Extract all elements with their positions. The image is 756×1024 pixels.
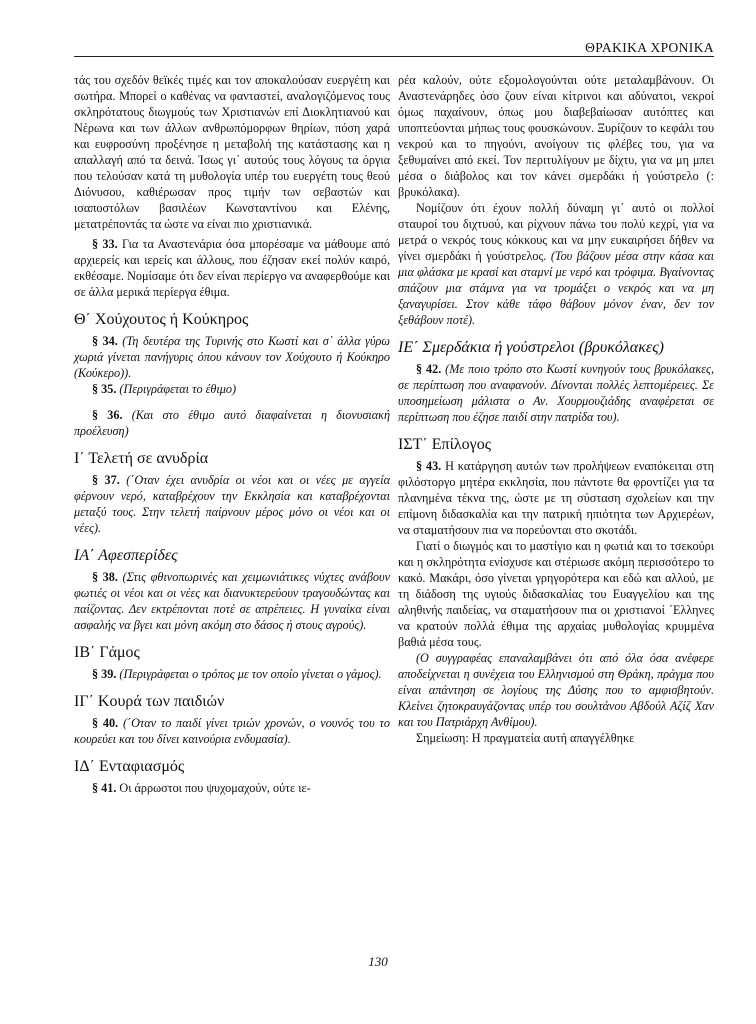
paragraph-note: Σημείωση: Η πραγματεία αυτή απαγγέλθηκε (416, 731, 635, 745)
section-number: § 35. (92, 382, 117, 396)
paragraph-italic-text: (Του βάζουν μέσα στην κάσα και μια φλάσκα με κρασί και σταμνί με νερό και τρόφιμα. Βγαίνοντας σπάζουν μια στάμνα για να τρομάξει ο νεκρός και να μη ξαναγυρίσει. Στον κάθε τάφο θάβουν μόνον έναν, δεν τον ξεθάβουν ποτέ). (398, 249, 714, 327)
paragraph-giati: Γιατί ο διωγμός και το μαστίγιο και η φωτιά και το τσεκούρι και η σκληρότητα ενίσχυσε και στέριωσε ακόμη περισσότερο το κακό. Μακάρι, όσο γίνεται γρηγορότερα και εδώ και αλλού, με τη διάδοση της υγιούς διδασκαλίας του Ευαγγελίου και της αληθινής παιδείας, να σταματήσουν πια οι χριστιανοί ΄Ελληνες να κρατούν πολλά έθιμα της αρχαίας μυθολογίας κρυμμένα βαθιά μέσα τους. (398, 539, 714, 649)
heading-ist: ΙΣΤ΄ Επίλογος (398, 436, 492, 453)
paragraph-35 (74, 381, 390, 397)
heading-ia: ΙΑ΄ Αφεσπερίδες (74, 547, 178, 564)
paragraph-text: Η κατάργηση αυτών των προλήψεων εναπόκειται στη φιλόστοργο μητέρα εκκλησία, που πάντοτε θα φροντίζει για τα πλανημένα τέκνα της, ώστε με τη σύσταση σχολείων και την επίμονη διδασκαλία και την πατρική ηπιότητα των Αρχιερέων, να σταματήσουν πια να πορεύονται στο σκοτάδι. (398, 459, 714, 537)
paragraph-nomizoun (398, 200, 714, 328)
heading-ig: ΙΓ΄ Κουρά των παιδιών (74, 693, 225, 710)
paragraph-43 (398, 458, 714, 538)
paragraph-text: Για τα Αναστενάρια όσα μπορέσαμε να μάθουμε από αρχιερείς και ιερείς και άλλους, που έζησαν εκεί πολύν καιρό, εκθέσαμε. Νομίσαμε ότι δεν είναι περίεργο να αναφερθούμε και σε άλλα μερικά περίεργα έθιμα. (74, 237, 390, 299)
paragraph-42 (398, 361, 714, 425)
right-column (398, 72, 714, 746)
paragraph-author-note: (Ο συγγραφέας επαναλαμβάνει ότι από όλα όσα ανέφερε αποδείχνεται η συνέχεια του Ελληνισμού στη Θράκη, πράγμα που είναι απάντηση σε λογίους της Δύσης που το αμφισβητούν. Κλείνει ζητοκραυγάζοντας υπέρ του σουλτάνου Αβδούλ Αζίζ Χαν και του Πατριάρχη Ανθίμου). (398, 651, 714, 729)
section-number: § 36. (92, 408, 123, 422)
section-number: § 37. (92, 473, 120, 487)
section-number: § 39. (92, 667, 117, 681)
paragraph-continuation: ρέα καλούν, ούτε εξομολογούνται ούτε μεταλαμβάνουν. Οι Αναστενάρηδες όσο ζουν είναι κίτρινοι και αδύνατοι, νεκροί όμως παχαίνουν, όπως μου διαβεβαίωσαν αυτόπτες και υποπτεύονται μήπως τους φουσκώνουν. Ξυρίζουν το κεφάλι του νεκρού και το πηγούνι, ανοίγουν τις φλέβες του, για να ξεθυμαίνει από εκεί. Τον περιτυλίγουν με δίχτυ, για να μη μπει μέσα ο διάβολος και τον κάνει σμερδάκι ή γούστρελο (: βρυκόλακα). (398, 73, 714, 199)
paragraph-text: (Περιγράφεται το έθιμο) (119, 382, 237, 396)
paragraph-text: Οι άρρωστοι που ψυχομαχούν, ούτε ιε- (119, 781, 311, 795)
paragraph-text: (Τη δευτέρα της Τυρινής στο Κωστί και σ᾽ άλλα γύρω χωριά γίνεται πανήγυρις όπου κάνουν τον Χούχουτο ή Κούκηρο (Κούκερο)). (74, 334, 391, 380)
heading-id: ΙΔ΄ Ενταφιασμός (74, 758, 185, 775)
page-number: 130 (368, 954, 388, 969)
paragraph-text: Νομίζουν ότι έχουν πολλή δύναμη γι᾽ αυτό οι πολλοί σταυροί του διχτυού, και ρίχνουν πάνω του πολύ κεχρί, για να μετρά ο νεκρός τους κόκκους και να μην ευκαιρήσει δήθεν να γίνει σμερδάκι ή γούστρελος. (398, 201, 714, 263)
section-number: § 42. (416, 362, 442, 376)
heading-iota: Ι΄ Τελετή σε ανυδρία (74, 450, 209, 467)
left-column (74, 72, 390, 796)
section-number: § 43. (416, 459, 442, 473)
section-number: § 38. (92, 570, 118, 584)
running-header: ΘΡΑΚΙΚΑ ΧΡΟΝΙΚΑ (585, 40, 714, 55)
header-rule (74, 56, 714, 57)
paragraph-text: (΄Οταν έχει ανυδρία οι νέοι και οι νέες με αγγεία φέρνουν νερό, καταβρέχουν την Εκκλησία και καταβρέχονται μεταξύ τους. Στην τελετή παίρνουν μέρος μόνο οι νέοι και οι νέες). (74, 473, 391, 535)
heading-ie: ΙΕ΄ Σμερδάκια ή γούστρελοι (βρυκόλακες) (398, 339, 665, 356)
paragraph-40 (74, 715, 390, 747)
paragraph-text: (Και στο έθιμο αυτό διαφαίνεται η διονυσιακή προέλευση) (74, 408, 391, 438)
paragraph-34 (74, 333, 390, 381)
paragraph-37 (74, 472, 390, 536)
paragraph-text: (Στις φθινοπωρινές και χειμωνιάτικες νύχτες ανάβουν φωτιές οι νέοι και οι νέες και διανυκτερεύουν τραγουδώντας και παίζοντας. Δεν εκτρέπονται ποτέ σε απρέπειες. Η γυναίκα είναι ασφαλής να βγει και μόνη ακόμη στο δάσος ή στους αγρούς). (74, 570, 391, 632)
section-number: § 40. (92, 716, 119, 730)
paragraph-text: (Με ποιο τρόπο στο Κωστί κυνηγούν τους βρυκόλακες, σε περίπτωση που αναφανούν. Δίνονται πολλές λεπτομέρειες. Σε υποσημείωση μάλιστα ο Αν. Χουρμουζιάδης αναφέρεται σε περίπτωση που έζησε παιδί στην πατρίδα του). (398, 362, 714, 424)
paragraph-text: (Περιγράφεται ο τρόπος με τον οποίο γίνεται ο γάμος). (119, 667, 382, 681)
paragraph-text: (΄Οταν το παιδί γίνει τριών χρονών, ο νουνός του το κουρεύει και του δίνει καινούρια ενδυμασία). (74, 716, 390, 746)
paragraph-intro: τάς του σχεδόν θεϊκές τιμές και τον αποκαλούσαν ευεργέτη και σωτήρα. Μπορεί ο καθένας να φανταστεί, αναλογιζόμενος τους σκληρότατους διωγμούς των Χριστιανών επί Διοκλητιανού και Νέρωνα και των άλλων ανθρωπόμορφων θηρίων, πόση χαρά και ευφροσύνη προξένησε η μεταβολή της κατάστασης και η απαλλαγή από τα δεινά. Ίσως γι᾽ αυτούς τους λόγους τα όργια που τελούσαν κατά τη μυθολογία υπέρ του ευεργέτη τους θεού Διόνυσου, καθιέρωσαν προς τιμήν των σεβαστών και ισαποστόλων βασιλέων Κωνσταντίνου και Ελένης, μετατρέποντάς τα ώστε να είναι πιο χριστιανικά. (74, 73, 390, 231)
paragraph-39 (74, 666, 390, 682)
paragraph-33 (74, 236, 390, 300)
section-number: § 33. (92, 237, 118, 251)
paragraph-38 (74, 569, 390, 633)
paragraph-36 (74, 407, 390, 439)
section-number: § 34. (92, 334, 118, 348)
heading-ib: ΙΒ΄ Γάμος (74, 644, 140, 661)
section-number: § 41. (92, 781, 117, 795)
paragraph-41 (74, 780, 390, 796)
heading-theta: Θ΄ Χούχουτος ή Κούκηρος (74, 311, 249, 328)
